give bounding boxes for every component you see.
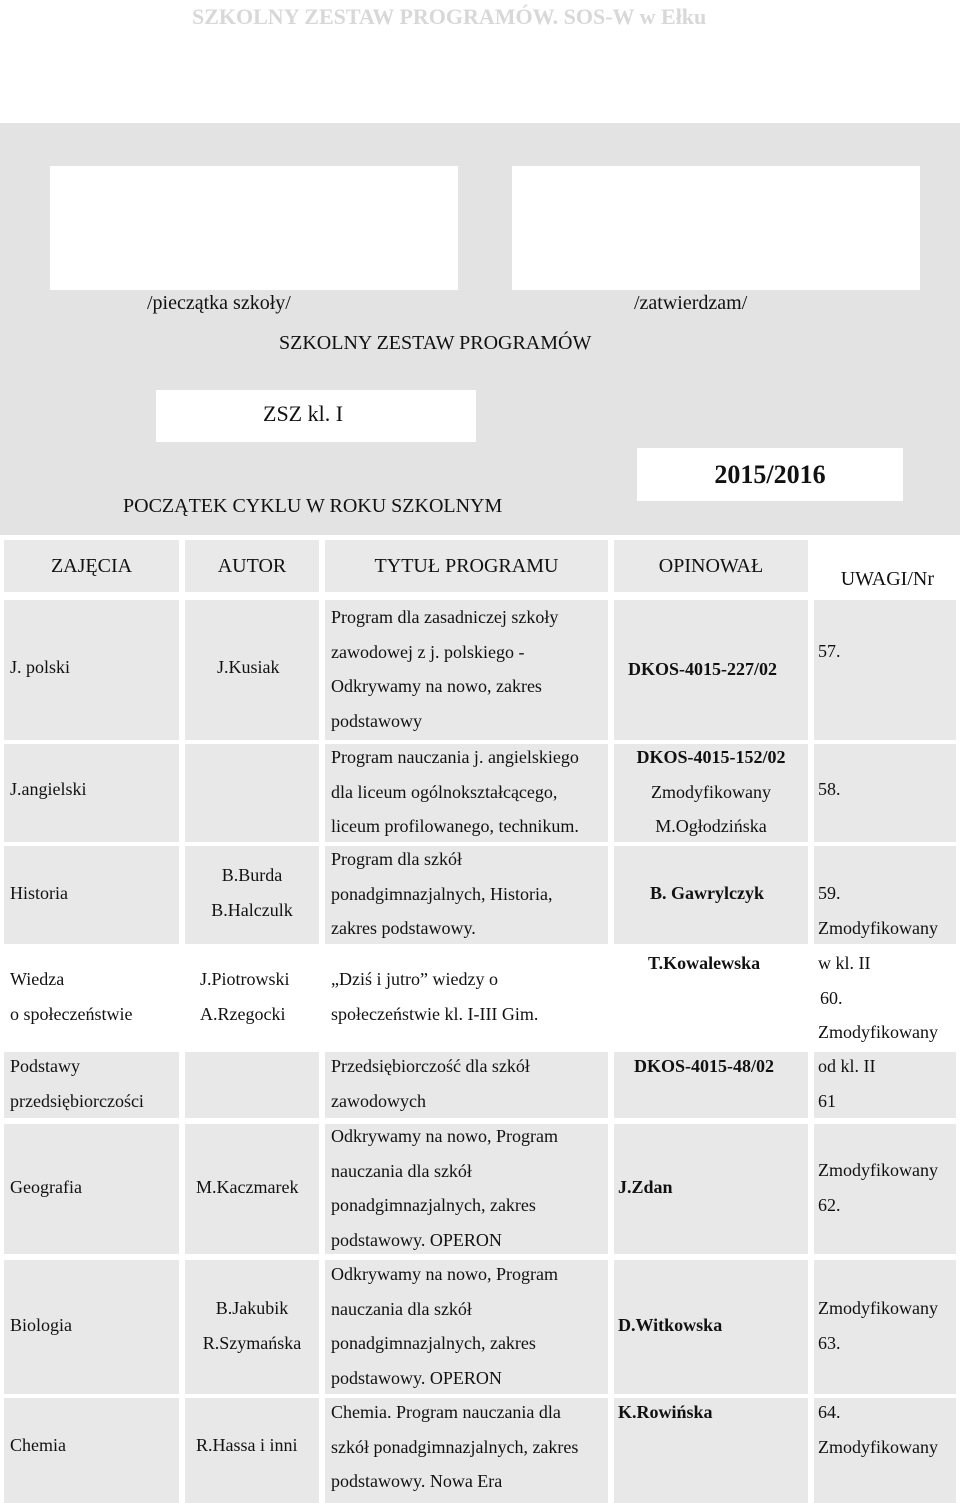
row1-subject: J. polski [10, 657, 71, 677]
year-value: 2015/2016 [714, 460, 826, 489]
row6-notes: Zmodyfikowany 62. [818, 1160, 938, 1215]
row5-program: Przedsiębiorczość dla szkół zawodowych [331, 1056, 530, 1111]
row4-reviewer: T.Kowalewska [648, 953, 761, 973]
class-label: ZSZ kl. I [263, 401, 344, 426]
row7-program: Odkrywamy na nowo, Program nauczania dla szkół ponadgimnazjalnych, zakres podstawowy. OPERON [331, 1264, 558, 1388]
row2-subject: J.angielski [10, 779, 87, 799]
approve-label: /zatwierdzam/ [634, 292, 748, 314]
row2-program: Program nauczania j. angielskiego dla liceum ogólnokształcącego, liceum profilowanego, technikum. [331, 747, 579, 836]
row3-reviewer: B. Gawrylczyk [650, 883, 764, 903]
col-sep-1 [179, 600, 185, 1503]
row6-reviewer: J.Zdan [618, 1177, 673, 1197]
col-sep-4 [808, 600, 814, 1503]
row7-subject: Biologia [10, 1315, 72, 1335]
row4-subject: Wiedza o społeczeństwie [10, 969, 133, 1024]
stamp-box [50, 166, 458, 290]
row2-reviewer: DKOS-4015-152/02 Zmodyfikowany M.Ogłodzińska [636, 747, 786, 836]
header-notes: UWAGI/Nr [814, 540, 958, 602]
row4-program: „Dziś i jutro” wiedzy o społeczeństwie kl. I-III Gim. [331, 969, 539, 1024]
row1-notes: 57. [818, 641, 841, 661]
row8-program: Chemia. Program nauczania dla szkół ponadgimnazjalnych, zakres podstawowy. Nowa Era [331, 1402, 579, 1491]
row4-notes: w kl. II 60. Zmodyfikowany [818, 953, 938, 1042]
page-header: SZKOLNY ZESTAW PROGRAMÓW. SOS-W w Ełku [192, 4, 707, 29]
row3-subject: Historia [10, 883, 68, 903]
header-reviewer: OPINOWAŁ [614, 540, 808, 592]
col-sep-2 [319, 600, 325, 1503]
row6-subject: Geografia [10, 1177, 82, 1197]
row8-notes: 64. Zmodyfikowany [818, 1402, 938, 1457]
row1-author: J.Kusiak [217, 657, 280, 677]
row8-subject: Chemia [10, 1435, 66, 1455]
row7-author: B.Jakubik R.Szymańska [202, 1298, 302, 1353]
row5-reviewer: DKOS-4015-48/02 [634, 1056, 775, 1076]
stamp-label: /pieczątka szkoły/ [147, 292, 291, 314]
main-title: SZKOLNY ZESTAW PROGRAMÓW [279, 332, 592, 354]
col-sep-3 [608, 600, 614, 1503]
row3-author: B.Burda B.Halczulk [211, 865, 293, 920]
row7-notes: Zmodyfikowany 63. [818, 1298, 938, 1353]
row5-notes: od kl. II 61 [818, 1056, 876, 1111]
cycle-label: POCZĄTEK CYKLU W ROKU SZKOLNYM [123, 495, 503, 517]
row5-subject: Podstawy przedsiębiorczości [10, 1056, 144, 1111]
row2-notes: 58. [818, 779, 841, 799]
row1-reviewer: DKOS-4015-227/02 [628, 659, 778, 679]
row8-reviewer: K.Rowińska [618, 1402, 713, 1422]
row8-author: R.Hassa i inni [196, 1435, 298, 1455]
row4-author: J.Piotrowski A.Rzegocki [200, 969, 290, 1024]
header-program: TYTUŁ PROGRAMU [325, 540, 608, 592]
row3-notes: 59. Zmodyfikowany [818, 883, 938, 938]
row1-program: Program dla zasadniczej szkoły zawodowej z j. polskiego - Odkrywamy na nowo, zakres podstawowy [331, 607, 559, 731]
header-subject: ZAJĘCIA [4, 540, 179, 592]
header-author: AUTOR [185, 540, 319, 592]
row6-program: Odkrywamy na nowo, Program nauczania dla szkół ponadgimnazjalnych, zakres podstawowy. OPERON [331, 1126, 558, 1250]
row7-reviewer: D.Witkowska [618, 1315, 723, 1335]
row6-author: M.Kaczmarek [196, 1177, 299, 1197]
approve-box [512, 166, 920, 290]
row3-program: Program dla szkół ponadgimnazjalnych, Historia, zakres podstawowy. [331, 849, 553, 938]
